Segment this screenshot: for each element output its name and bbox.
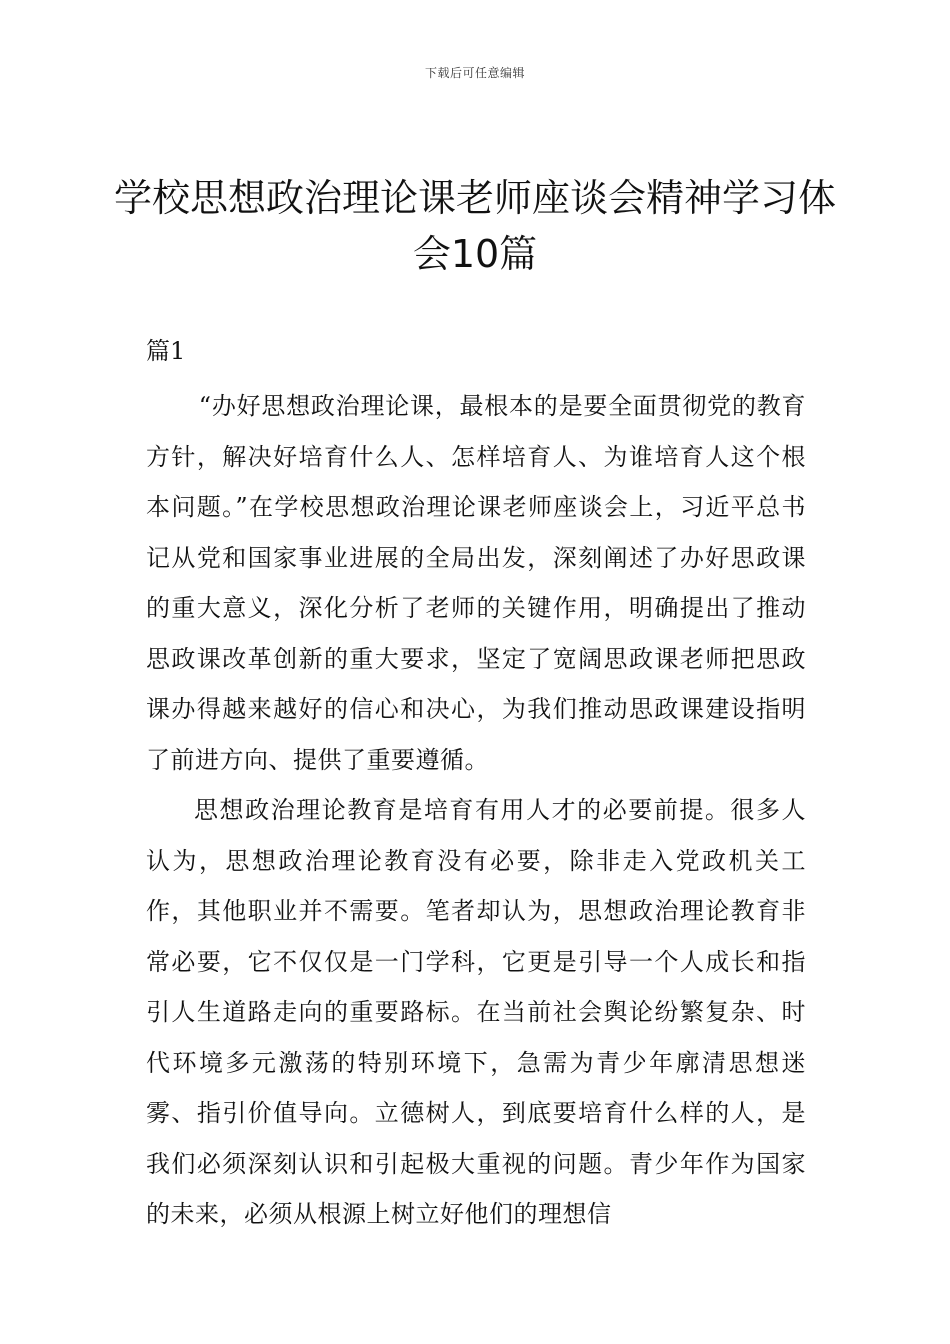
paragraph: “办好思想政治理论课，最根本的是要全面贯彻党的教育方针，解决好培育什么人、怎样培育人、为谁培育人这个根本问题。”在学校思想政治理论课老师座谈会上，习近平总书记从党和国家事业进展的全局出发，深刻阐述了办好思政课的重大意义，深化分析了老师的关键作用，明确提出了推动思政课改革创新的重大要求，坚定了宽阔思政课老师把思政课办得越来越好的信心和决心，为我们推动思政课建设指明了前进方向、提供了重要遵循。 [146,392,806,774]
section-label: 篇1 [146,337,186,365]
document-body [146,326,806,1240]
header-note: 下载后可任意编辑 [424,66,525,80]
paragraph: 思想政治理论教育是培育有用人才的必要前提。很多人认为，思想政治理论教育没有必要，除非走入党政机关工作，其他职业并不需要。笔者却认为，思想政治理论教育非常必要，它不仅仅是一门学科，它更是引导一个人成长和指引人生道路走向的重要路标。在当前社会舆论纷繁复杂、时代环境多元激荡的特别环境下，急需为青少年廓清思想迷雾、指引价值导向。立德树人，到底要培育什么样的人，是我们必须深刻认识和引起极大重视的问题。青少年作为国家的未来，必须从根源上树立好他们的理想信 [146,796,806,1228]
document-title: 学校思想政治理论课老师座谈会精神学习体会10篇 [113,176,836,276]
